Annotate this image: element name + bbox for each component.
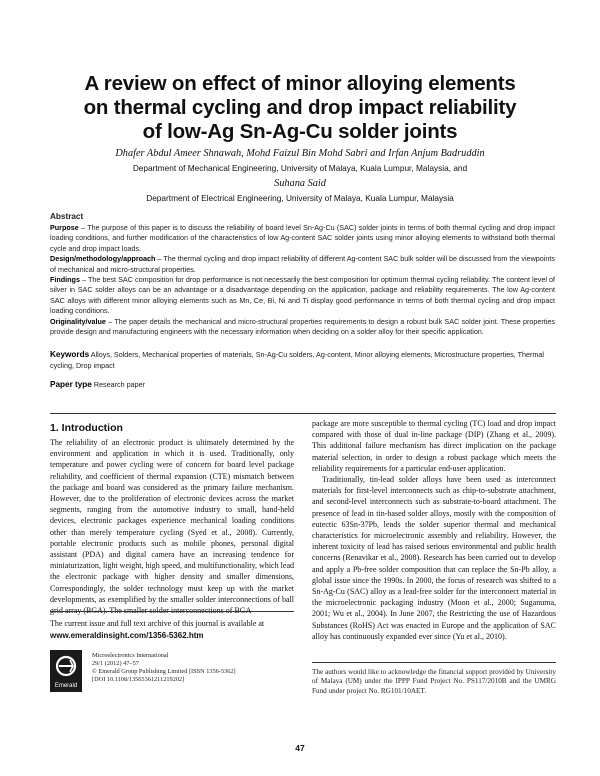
right-col-paragraph-1: package are more susceptible to thermal cycling (TC) load and drop impact compared with those of dual in-line package (DIP) (Zhang et al., 2009). This additional failure mechanism has direct implication on the package material selection, in order to design a robust package which meets the reliability requirements for a particular end-user application.	[312, 419, 556, 473]
right-column	[312, 418, 556, 642]
originality-label: Originality/value	[50, 316, 106, 326]
left-column	[50, 437, 294, 616]
paper-type-line	[50, 380, 145, 389]
abstract-originality	[50, 317, 555, 338]
paper-type-text: Research paper	[91, 380, 146, 389]
authors-line-1: Dhafer Abdul Ameer Shnawah, Mohd Faizul Bin Mohd Sabri and Irfan Anjum Badruddin	[115, 148, 485, 159]
keywords-text: Alloys, Solders, Mechanical properties of materials, Sn-Ag-Cu solders, Ag-content, Minor alloying elements, Microstructure properties, Thermal cycling, Drop impact	[50, 350, 545, 370]
logo-text: Emerald	[54, 683, 78, 689]
purpose-label: Purpose	[50, 223, 79, 232]
abstract-block	[50, 211, 555, 337]
findings-label: Findings	[50, 275, 80, 285]
abstract-findings	[50, 275, 555, 317]
affiliation-line-1: Department of Mechanical Engineering, University of Malaya, Kuala Lumpur, Malaysia, and	[132, 163, 468, 173]
keywords-line	[50, 349, 555, 371]
page-number: 47	[295, 743, 305, 753]
title-line-3: of low-Ag Sn-Ag-Cu solder joints	[142, 120, 458, 143]
access-rule	[50, 611, 294, 612]
emerald-logo	[50, 650, 82, 692]
section-divider	[50, 413, 556, 414]
findings-text: – The best SAC composition for drop performance is not necessarily the best composition for optimum thermal cycling reliability. The content level of silver in SAC solder alloys can be an advantage or a disadvantage depending on the application, package and reliability requirements. The low Ag-content SAC alloys with different minor alloying elements such as Mn, Ce, Bi, Ni and Ti display good performance in terms of both thermal cycling and drop impact loading conditions.	[50, 275, 555, 316]
originality-text: – The paper details the mechanical and micro-structural properties requirements to design a robust bulk SAC solder joint. These properties provide design and manufacturing engineers with the necessary information when deciding on a solder alloy for their specific application.	[50, 316, 555, 337]
purpose-text: – The purpose of this paper is to discuss the reliability of board level Sn-Ag-Cu (SAC) solder joints in terms of both thermal cycling and drop impact loading conditions, and further modification of the characteristics of low Ag-content SAC solder joints using minor alloying elements to withstand both thermal cycle and drop impact loads.	[50, 223, 555, 253]
design-text: – The thermal cycling and drop impact reliability of different Ag-content SAC bulk solder will be discussed from the viewpoints of mechanical and micro-structural properties.	[50, 254, 555, 274]
design-label: Design/methodology/approach	[50, 254, 156, 264]
access-text: The current issue and full text archive of this journal is available at	[50, 619, 265, 628]
title-line-1: A review on effect of minor alloying elements	[84, 72, 516, 95]
footnote-rule	[312, 662, 556, 663]
right-col-paragraph-2: Traditionally, tin-lead solder alloys have been used as interconnect materials for first-level interconnects such as chip-to-substrate attachment, and second-level interconnects such as substrate-to-board attachment. The presence of lead in tin-based solder alloys, mostly with the composition of eutectic 63Sn-37Pb, lends the solder superior thermal and mechanical characteristics for microelectronic assembly and reliability. However, the inherent toxicity of lead has raised serious environmental and public health concerns (Renavikar et al., 2008). Research has been carried out to develop and apply a Pb-free solder composition that can replace the Sn-Pb alloy, a global issue since the 1990s. In 2000, the focus of research was shifted to a Sn-Ag-Cu (SAC) alloy as a lead-free solder for the interconnect material in the microelectronic packaging industry (Moon et al., 2000; Suganuma, 2001; Wu et al., 2004). In June 2007, the Restricting the use of Hazardous Substances (RoHS) Act was enacted in Europe and the application of SAC alloy has continuously expanded ever since (Yu et al., 2010).	[312, 475, 556, 641]
section-heading: 1. Introduction	[50, 422, 123, 434]
access-url[interactable]: www.emeraldinsight.com/1356-5362.htm	[50, 630, 204, 640]
journal-doi: [DOI 10.1108/13565361211219202]	[92, 675, 185, 683]
paper-title	[40, 72, 560, 144]
emerald-logo-icon	[50, 650, 82, 692]
left-col-paragraph: The reliability of an electronic product is ultimately determined by the environment and application in which it is used. Traditionally, only temperature and power cycling were of concern for board level package reliability, and coefficient of thermal expansion (CTE) mismatch between the package and board was considered as the primary failure mechanism. However, due to the proliferation of electronic devices across the market segments, ranging from the automotive industry to small, hand-held devices, electronic packages experience mechanical loading conditions other than merely temperature cycling (Syed et al., 2008). Currently, portable electronic products such as mobile phones, personal digital assistant (PDA) and digital camera have an increasing tendence for miniaturization, light weight, high speed, and multifunctionality, which lead the electronic package with higher density and smaller dimensions, Correspondingly, the solder technology must keep up with the market developments, as exemplified by the smaller solder interconnections of ball grid array (BGA). The smaller solder interconnections of BGA	[50, 438, 294, 616]
abstract-purpose	[50, 223, 555, 254]
abstract-heading: Abstract	[50, 212, 84, 221]
paper-type-label: Paper type	[50, 380, 92, 389]
journal-info	[92, 652, 302, 684]
journal-name: Microelectronics International	[92, 652, 169, 659]
keywords-label: Keywords	[50, 350, 90, 359]
journal-copyright: © Emerald Group Publishing Limited [ISSN 1356-5362]	[92, 667, 236, 675]
title-line-2: on thermal cycling and drop impact reliability	[83, 96, 517, 119]
authors-line-2: Suhana Said	[274, 178, 326, 189]
access-note	[50, 618, 294, 641]
abstract-design	[50, 254, 555, 275]
affiliation-line-2: Department of Electrical Engineering, University of Malaya, Kuala Lumpur, Malaysia	[146, 193, 454, 203]
footnote: The authors would like to acknowledge the financial support provided by University of Malaya (UM) under the IPPP Fund Project No. PS117/2010B and the UMRG Fund under project No. RG101/10AET.	[312, 668, 556, 695]
journal-volume: 29/1 (2012) 47–57	[92, 659, 139, 667]
